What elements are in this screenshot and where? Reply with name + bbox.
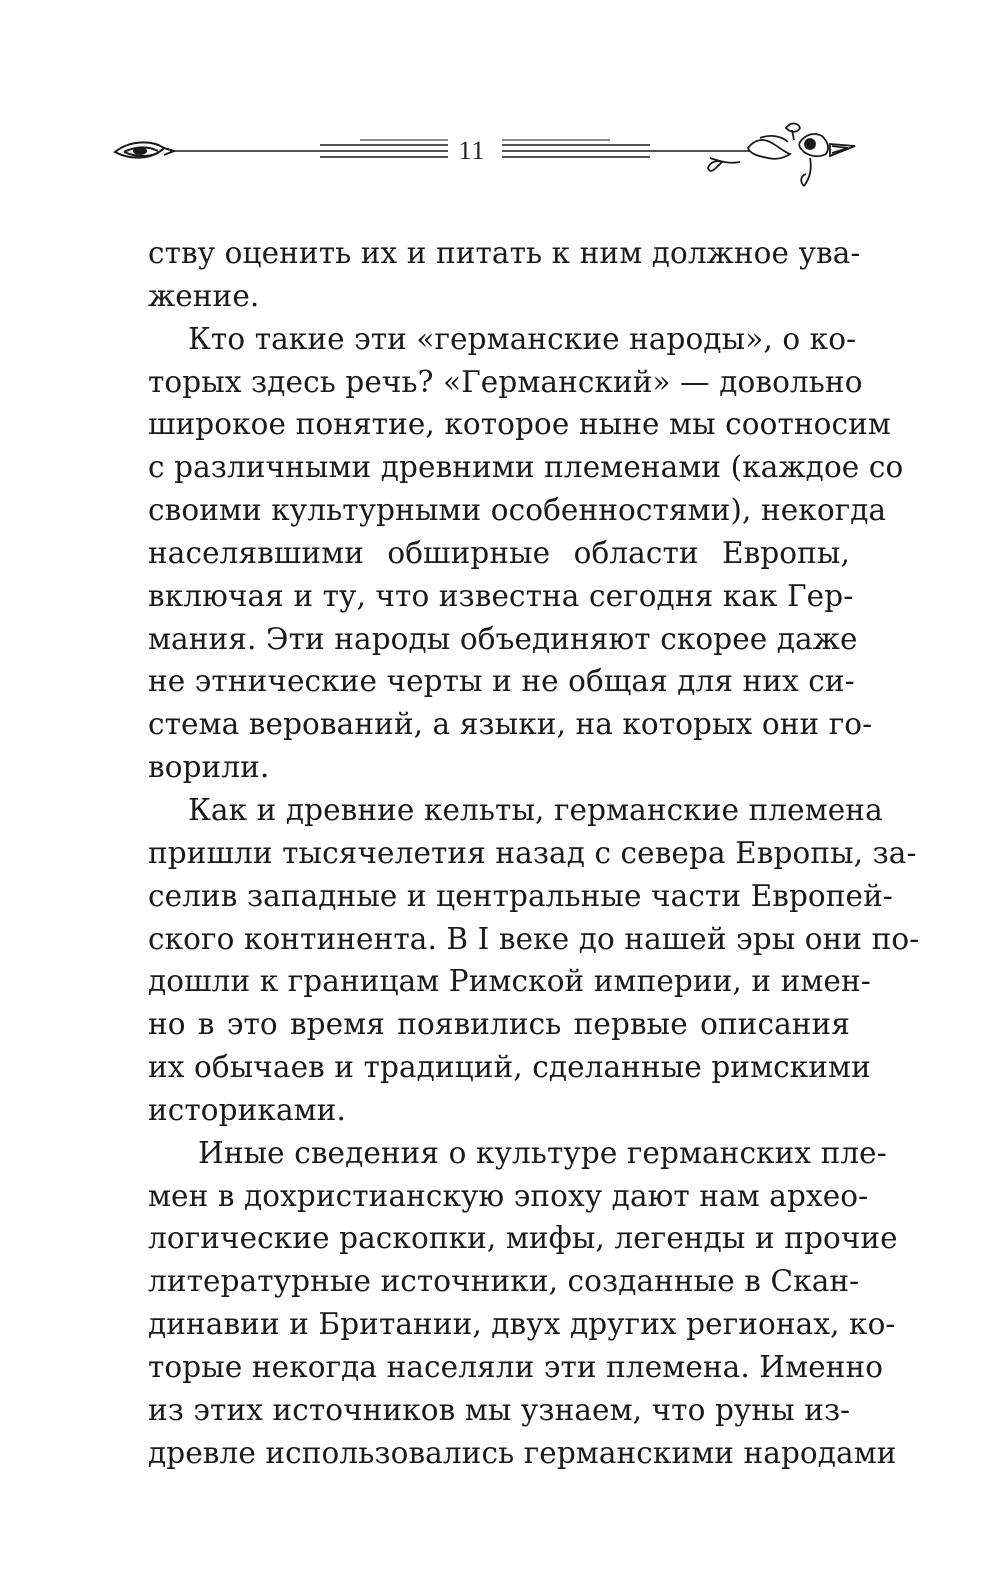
text-line: не этнические черты и не общая для них си- [148,664,855,699]
right-arrowhead-icon [708,124,855,187]
text-line: включая и ту, что известна сегодня как Гер- [148,578,854,613]
text-line: населявшими обширные области Европы, [148,535,850,570]
text-line: из этих источников мы узнаем, что руны из- [148,1392,851,1427]
paragraph-start-line: Иные сведения о культуре германских пле- [198,1135,887,1170]
text-line: ству оценить их и питать к ним должное ува- [148,236,861,270]
text-line: пришли тысячелетия назад с севера Европы, за- [148,835,917,870]
paragraph-start-line: Кто такие эти «германские народы», о ко- [188,321,857,356]
text-line: древле использовались германскими народами [148,1435,897,1470]
text-line: торых здесь речь? «Германский» — довольно [148,364,863,399]
text-line: литературные источники, созданные в Скан- [148,1264,860,1299]
text-line: стема верований, а языки, на которых они го- [148,707,873,742]
text-line: историками. [148,1092,346,1127]
text-line: с различными древними племенами (каждое со [148,450,904,485]
text-line: их обычаев и традиций, сделанные римскими [148,1050,871,1085]
paragraph-start-line: Как и древние кельты, германские племена [188,792,883,827]
left-feather-icon [115,142,174,157]
text-line: динавии и Британии, двух других регионах, ко- [148,1307,896,1342]
right-shaft-lines [502,140,750,157]
text-line: логические раскопки, мифы, легенды и прочие [148,1221,898,1256]
text-line: но в это время появились первые описания [148,1007,850,1042]
text-line: селив западные и центральные части Европей- [148,878,893,913]
text-line: торые некогда населяли эти племена. Именно [148,1349,884,1384]
text-line: мания. Эти народы объединяют скорее даже [148,621,858,656]
text-line: ского континента. В I веке до нашей эры они по- [148,921,920,956]
text-line: своими культурными особенностями), некогда [148,493,887,528]
body-text [148,232,920,1474]
text-line: мен в дохристианскую эпоху дают нам архео- [148,1178,869,1213]
left-shaft-lines [170,140,448,157]
page-number: 11 [452,136,492,166]
text-line: дошли к границам Римской империи, и имен- [148,964,871,999]
text-line: жение. [148,278,260,313]
text-line: широкое понятие, которое ныне мы соотносим [148,407,891,442]
text-line: ворили. [148,750,270,785]
